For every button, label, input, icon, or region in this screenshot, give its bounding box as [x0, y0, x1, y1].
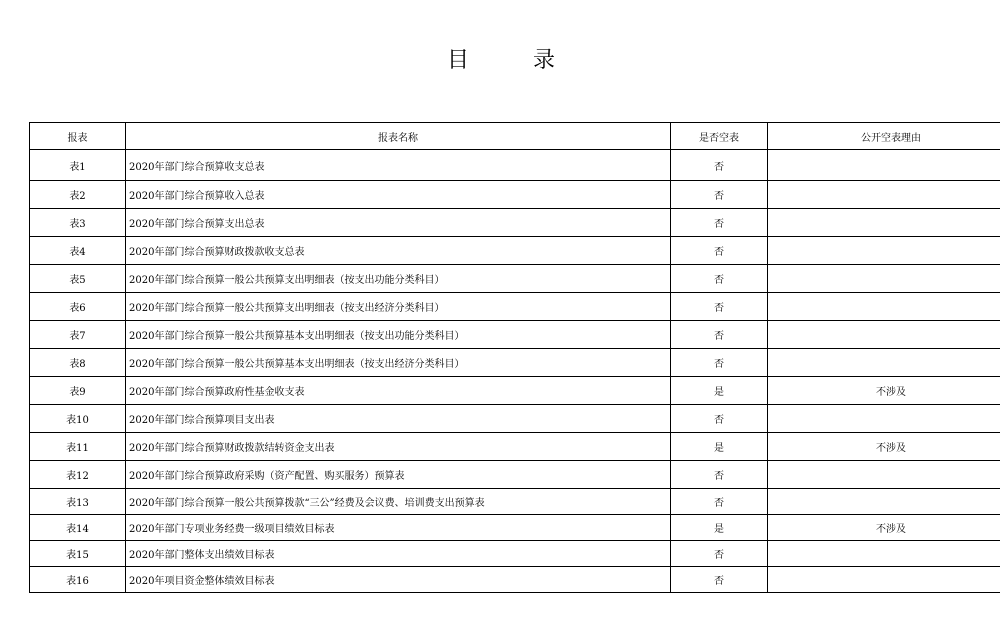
row-empty-cell: 否 — [671, 489, 768, 515]
table-row — [30, 265, 1000, 293]
row-reason-cell — [768, 567, 1000, 593]
header-no: 报表 — [30, 123, 126, 150]
row-no-cell: 表7 — [30, 321, 126, 349]
row-empty-cell: 否 — [671, 461, 768, 489]
table-row — [30, 567, 1000, 593]
row-reason-cell — [768, 405, 1000, 433]
row-reason-cell — [768, 293, 1000, 321]
table-row — [30, 209, 1000, 237]
row-name-cell: 2020年项目资金整体绩效目标表 — [126, 567, 671, 593]
row-reason-cell — [768, 181, 1000, 209]
row-empty-cell: 否 — [671, 181, 768, 209]
row-empty-cell: 否 — [671, 237, 768, 265]
table-row — [30, 489, 1000, 515]
row-empty-cell: 否 — [671, 349, 768, 377]
row-name-cell: 2020年部门综合预算一般公共预算基本支出明细表（按支出功能分类科目） — [126, 321, 671, 349]
row-no-cell: 表11 — [30, 433, 126, 461]
title-char-1: 目 — [447, 48, 470, 73]
row-no-cell: 表6 — [30, 293, 126, 321]
row-name-cell: 2020年部门整体支出绩效目标表 — [126, 541, 671, 567]
row-empty-cell: 是 — [671, 377, 768, 405]
row-name-cell: 2020年部门综合预算一般公共预算拨款“三公”经费及会议费、培训费支出预算表 — [126, 489, 671, 515]
row-reason-cell — [768, 541, 1000, 567]
table-header-row — [30, 123, 1000, 150]
row-name-cell: 2020年部门综合预算一般公共预算基本支出明细表（按支出经济分类科目） — [126, 349, 671, 377]
table-row — [30, 181, 1000, 209]
row-reason-cell — [768, 265, 1000, 293]
row-reason-cell — [768, 209, 1000, 237]
header-name: 报表名称 — [126, 123, 671, 150]
row-no-cell: 表13 — [30, 489, 126, 515]
row-no-cell: 表5 — [30, 265, 126, 293]
row-reason-cell: 不涉及 — [768, 515, 1000, 541]
row-name-cell: 2020年部门综合预算项目支出表 — [126, 405, 671, 433]
row-empty-cell: 否 — [671, 405, 768, 433]
row-no-cell: 表12 — [30, 461, 126, 489]
toc-table — [29, 122, 1000, 593]
row-no-cell: 表9 — [30, 377, 126, 405]
row-name-cell: 2020年部门综合预算支出总表 — [126, 209, 671, 237]
row-name-cell: 2020年部门综合预算一般公共预算支出明细表（按支出功能分类科目） — [126, 265, 671, 293]
row-empty-cell: 否 — [671, 321, 768, 349]
row-reason-cell: 不涉及 — [768, 377, 1000, 405]
table-row — [30, 515, 1000, 541]
row-no-cell: 表2 — [30, 181, 126, 209]
row-no-cell: 表3 — [30, 209, 126, 237]
row-empty-cell: 是 — [671, 515, 768, 541]
row-no-cell: 表14 — [30, 515, 126, 541]
row-name-cell: 2020年部门综合预算财政拨款收支总表 — [126, 237, 671, 265]
row-name-cell: 2020年部门综合预算政府性基金收支表 — [126, 377, 671, 405]
row-empty-cell: 是 — [671, 433, 768, 461]
table-row — [30, 150, 1000, 181]
row-empty-cell: 否 — [671, 541, 768, 567]
row-empty-cell: 否 — [671, 150, 768, 181]
row-no-cell: 表10 — [30, 405, 126, 433]
title-char-2: 录 — [533, 48, 556, 73]
row-empty-cell: 否 — [671, 293, 768, 321]
row-reason-cell — [768, 321, 1000, 349]
row-empty-cell: 否 — [671, 209, 768, 237]
row-no-cell: 表16 — [30, 567, 126, 593]
row-name-cell: 2020年部门综合预算政府采购（资产配置、购买服务）预算表 — [126, 461, 671, 489]
row-name-cell: 2020年部门专项业务经费一级项目绩效目标表 — [126, 515, 671, 541]
row-empty-cell: 否 — [671, 265, 768, 293]
row-reason-cell — [768, 150, 1000, 181]
table-row — [30, 433, 1000, 461]
row-reason-cell — [768, 349, 1000, 377]
row-reason-cell — [768, 461, 1000, 489]
row-no-cell: 表1 — [30, 150, 126, 181]
table-row — [30, 405, 1000, 433]
table-row — [30, 541, 1000, 567]
table-row — [30, 321, 1000, 349]
row-name-cell: 2020年部门综合预算收入总表 — [126, 181, 671, 209]
table-body — [30, 150, 1000, 593]
table-row — [30, 293, 1000, 321]
header-empty: 是否空表 — [671, 123, 768, 150]
row-name-cell: 2020年部门综合预算一般公共预算支出明细表（按支出经济分类科目） — [126, 293, 671, 321]
row-reason-cell — [768, 489, 1000, 515]
row-reason-cell: 不涉及 — [768, 433, 1000, 461]
row-no-cell: 表15 — [30, 541, 126, 567]
row-name-cell: 2020年部门综合预算收支总表 — [126, 150, 671, 181]
table-row — [30, 377, 1000, 405]
row-reason-cell — [768, 237, 1000, 265]
table-row — [30, 237, 1000, 265]
row-no-cell: 表8 — [30, 349, 126, 377]
row-name-cell: 2020年部门综合预算财政拨款结转资金支出表 — [126, 433, 671, 461]
header-reason: 公开空表理由 — [768, 123, 1000, 150]
page-title — [0, 44, 1000, 78]
table-row — [30, 461, 1000, 489]
row-empty-cell: 否 — [671, 567, 768, 593]
row-no-cell: 表4 — [30, 237, 126, 265]
table-row — [30, 349, 1000, 377]
